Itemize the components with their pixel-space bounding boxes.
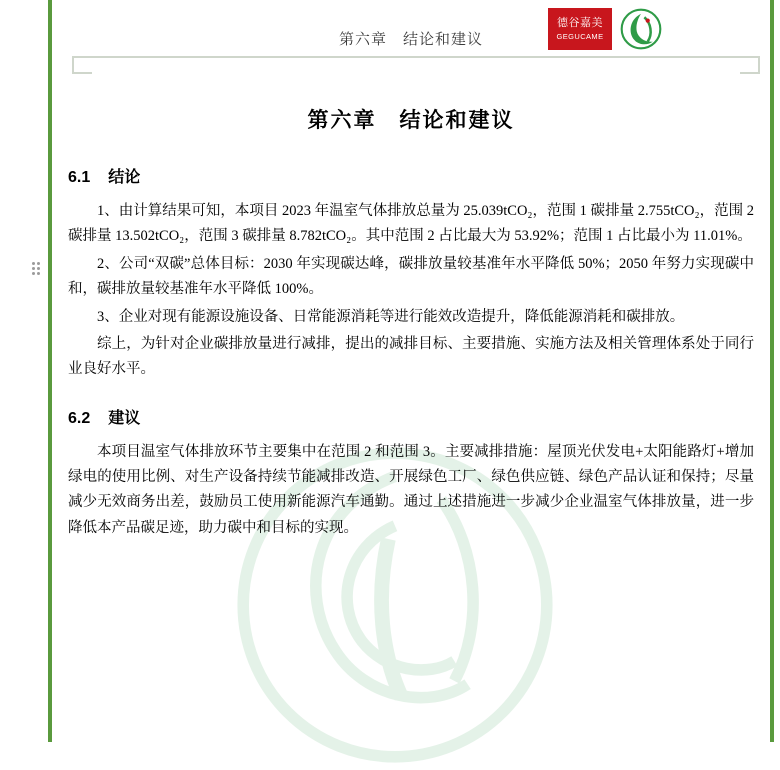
- paragraph: 1、由计算结果可知，本项目 2023 年温室气体排放总量为 25.039tCO₂，范围 1 碳排量 2.755tCO₂，范围 2 碳排量 13.502tCO₂，范围 3 碳排量 8.782tCO₂。其中范围 2 占比最大为 53.92%；范围 1 占比最小为 11.01%。: [68, 203, 754, 245]
- paragraph: 本项目温室气体排放环节主要集中在范围 2 和范围 3。主要减排措施：屋顶光伏发电+太阳能路灯+增加绿电的使用比例、对生产设备持续节能减排改造、开展绿色工厂、绿色供应链、绿色产品认证和保持；尽量减少无效商务出差，鼓励员工使用新能源汽车通勤。通过上述措施进一步减少企业温室气体排放量，进一步降低本产品碳足迹，助力碳中和目标的实现。: [68, 443, 754, 536]
- header-rule: [72, 56, 760, 58]
- section-heading-6-2: [68, 405, 754, 428]
- section-title: 结论: [108, 169, 141, 186]
- document-body: [68, 86, 754, 543]
- drag-handle[interactable]: [32, 262, 42, 275]
- header-notch-right: [740, 56, 760, 74]
- leaf-circle-icon: [620, 8, 662, 50]
- paragraph: 2、公司“双碳”总体目标：2030 年实现碳达峰，碳排放量较基准年水平降低 50%；2050 年努力实现碳中和，碳排放量较基准年水平降低 100%。: [68, 255, 754, 298]
- section-number: 6.2: [68, 409, 91, 427]
- running-header-title: 第六章 结论和建议: [338, 31, 483, 48]
- paragraph: 综上，为针对企业碳排放量进行减排，提出的减排目标、主要措施、实施方法及相关管理体系处于同行业良好水平。: [68, 335, 754, 378]
- page-title: 第六章 结论和建议: [307, 109, 515, 132]
- section-heading-6-1: [68, 164, 754, 187]
- page-header: [52, 0, 770, 62]
- header-notch-left: [72, 56, 92, 74]
- section-number: 6.1: [68, 169, 91, 186]
- company-logo: [548, 8, 662, 50]
- logo-wordmark-en: GEGUCAME: [556, 31, 604, 41]
- page-border-left: [48, 0, 52, 742]
- section-title: 建议: [108, 409, 141, 427]
- logo-wordmark: [548, 8, 612, 50]
- paragraph: 3、企业对现有能源设施设备、日常能源消耗等进行能效改造提升，降低能源消耗和碳排放。: [97, 308, 685, 325]
- page-border-right: [770, 0, 774, 742]
- logo-wordmark-cn: 德谷嘉美: [557, 16, 603, 29]
